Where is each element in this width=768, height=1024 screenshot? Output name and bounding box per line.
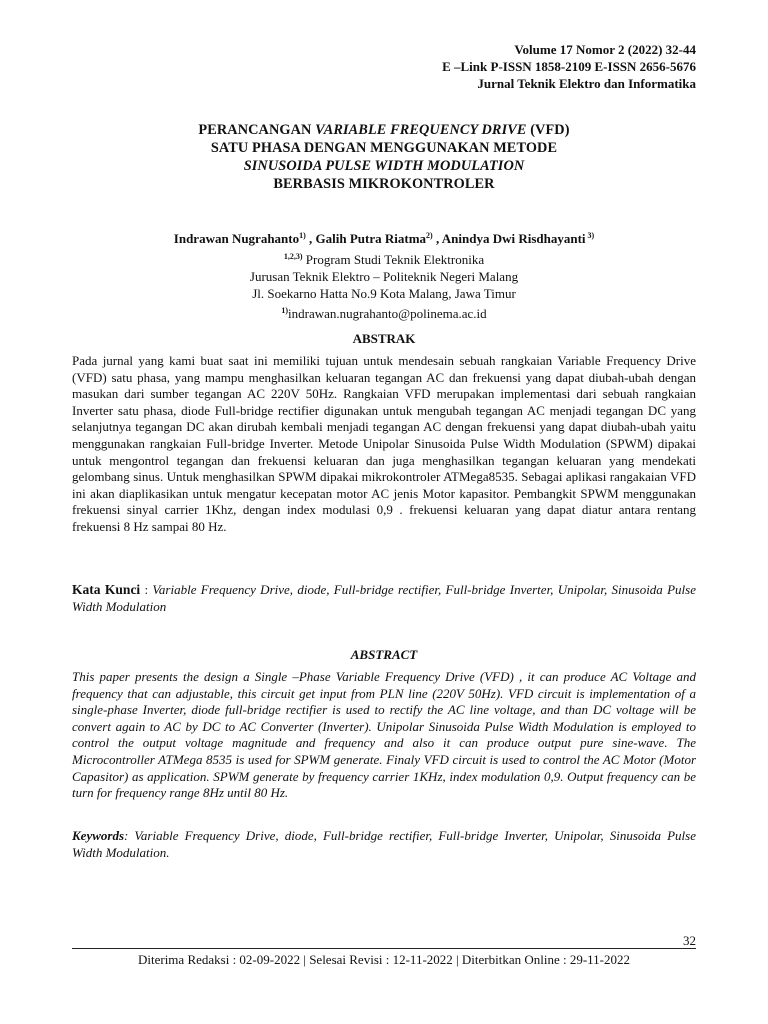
keywords (72, 828, 696, 861)
affiliation-address: Jl. Soekarno Hatta No.9 Kota Malang, Jawa Timur (252, 286, 516, 301)
affiliation-department: Jurusan Teknik Elektro – Politeknik Negeri Malang (249, 269, 519, 284)
affiliation-program: $^{1,2,3)}$ Program Studi Teknik Elektronika (283, 252, 485, 267)
keywords-values: : Variable Frequency Drive, diode, Full-bridge rectifier, Full-bridge Inverter, Unipolar, Sinusoida Pulse Width Modulation. (72, 828, 696, 860)
affiliation-email: $^{1)}$indrawan.nugrahanto@polinema.ac.id (281, 306, 487, 321)
author-2: Galih Putra Riatma (315, 231, 427, 246)
author-3: Anindya Dwi Risdhayanti (441, 231, 586, 246)
page-number: 32 (683, 933, 696, 948)
title-line-4: BERBASIS MIKROKONTROLER (273, 176, 495, 192)
keywords-label: Keywords (72, 828, 124, 843)
journal-issn: E –Link P-ISSN 1858-2109 E-ISSN 2656-5676 (442, 59, 696, 74)
footer-dates: Diterima Redaksi : 02-09-2022 | Selesai Revisi : 12-11-2022 | Diterbitkan Online : 29-11-2022 (137, 952, 631, 967)
author-list: Indrawan Nugrahanto$^{1)}$ , Galih Putra Riatma$^{2)}$ , Anindya Dwi Risdhayanti $^{3)}$ (173, 231, 595, 246)
title-line-2: SATU PHASA DENGAN MENGGUNAKAN METODE (210, 140, 558, 156)
abstract-heading: ABSTRACT (350, 647, 418, 662)
author-1: Indrawan Nugrahanto (173, 231, 300, 246)
journal-name: Jurnal Teknik Elektro dan Informatika (477, 76, 696, 91)
kata-kunci-label: Kata Kunci (72, 582, 141, 597)
abstract-body: This paper presents the design a Single –Phase Variable Frequency Drive (VFD) , it can produce AC Voltage and frequency that can adjustable, this circuit get input from PLN line (220V 50Hz). VFD circuit is implementation of a single-phase Inverter, diode full-bridge rectifier is used to rectify the AC line voltage, and than DC voltage will be convert again to AC by DC to AC Converter (Inverter). Unipolar Sinusoida Pulse Width Modulation is employed to control the output voltage magnitude and frequency and also it can produce output pure sine-wave. The Microcontroller ATMega 8535 is used for SPWM generate. Finaly VFD circuit is used to control the AC Motor (Motor Capasitor) as application. SPWM generate by frequency carrier 1KHz, index modulation 0,9. Output frequency can be turn for frequency range 8Hz until 80 Hz. (72, 669, 696, 801)
journal-header (442, 41, 696, 92)
journal-volume: Volume 17 Nomor 2 (2022) 32-44 (514, 42, 696, 57)
abstrak-body: Pada jurnal yang kami buat saat ini memiliki tujuan untuk mendesain sebuah rangkaian Variable Frequency Drive (VFD) satu phasa, yang mampu menghasilkan keluaran tegangan AC dan frekuensi yang dapat diubah-ubah dengan masukan dari sumber tegangan AC 220V 50Hz. Rangkaian VFD merupakan implementasi dari sebuah rangkaian Inverter satu phasa, diode Full-bridge rectifier digunakan untuk mengubah tegangan AC menjadi tegangan DC yang selanjutnya tegangan DC akan dirubah kembali menjadi tegangan AC dengan frekuensi yang dapat diubah-ubah yaitu menggunakan rangkaian Full-bridge Inverter. Metode Unipolar Sinusoida Pulse Width Modulation (SPWM) dipakai untuk mengontrol tegangan dan frekuensi keluaran dan juga menghasilkan tegangan keluaran yang mendekati gelombang sinus. Untuk menghasilkan SPWM dipakai mikrokontroler ATMega8535. Sebagai aplikasi rangakaian VFD ini akan diaplikasikan untuk mengatur kecepatan motor AC jenis Motor kapasitor. Pembangkit SPWM menggunakan frekuensi sinyal carrier 1Khz, dengan index modulasi 0,9 . frekuensi keluaran yang dapat diatur antara rentang frekuensi 8 Hz sampai 80 Hz. (72, 353, 696, 534)
abstrak-heading: ABSTRAK (352, 331, 416, 346)
paper-title (0, 121, 768, 193)
affiliation (0, 248, 768, 322)
footer-divider (72, 948, 696, 949)
title-line-3: SINUSOIDA PULSE WIDTH MODULATION (243, 158, 525, 174)
kata-kunci-values: Variable Frequency Drive, diode, Full-bridge rectifier, Full-bridge Inverter, Unipolar, Sinusoida Pulse Width Modulation (72, 582, 696, 614)
title-line-1: PERANCANGAN VARIABLE FREQUENCY DRIVE (VFD) (198, 122, 570, 138)
kata-kunci: Kata Kunci : Variable Frequency Drive, diode, Full-bridge rectifier, Full-bridge Inverter, Unipolar, Sinusoida Pulse Width Modulation (72, 582, 696, 614)
